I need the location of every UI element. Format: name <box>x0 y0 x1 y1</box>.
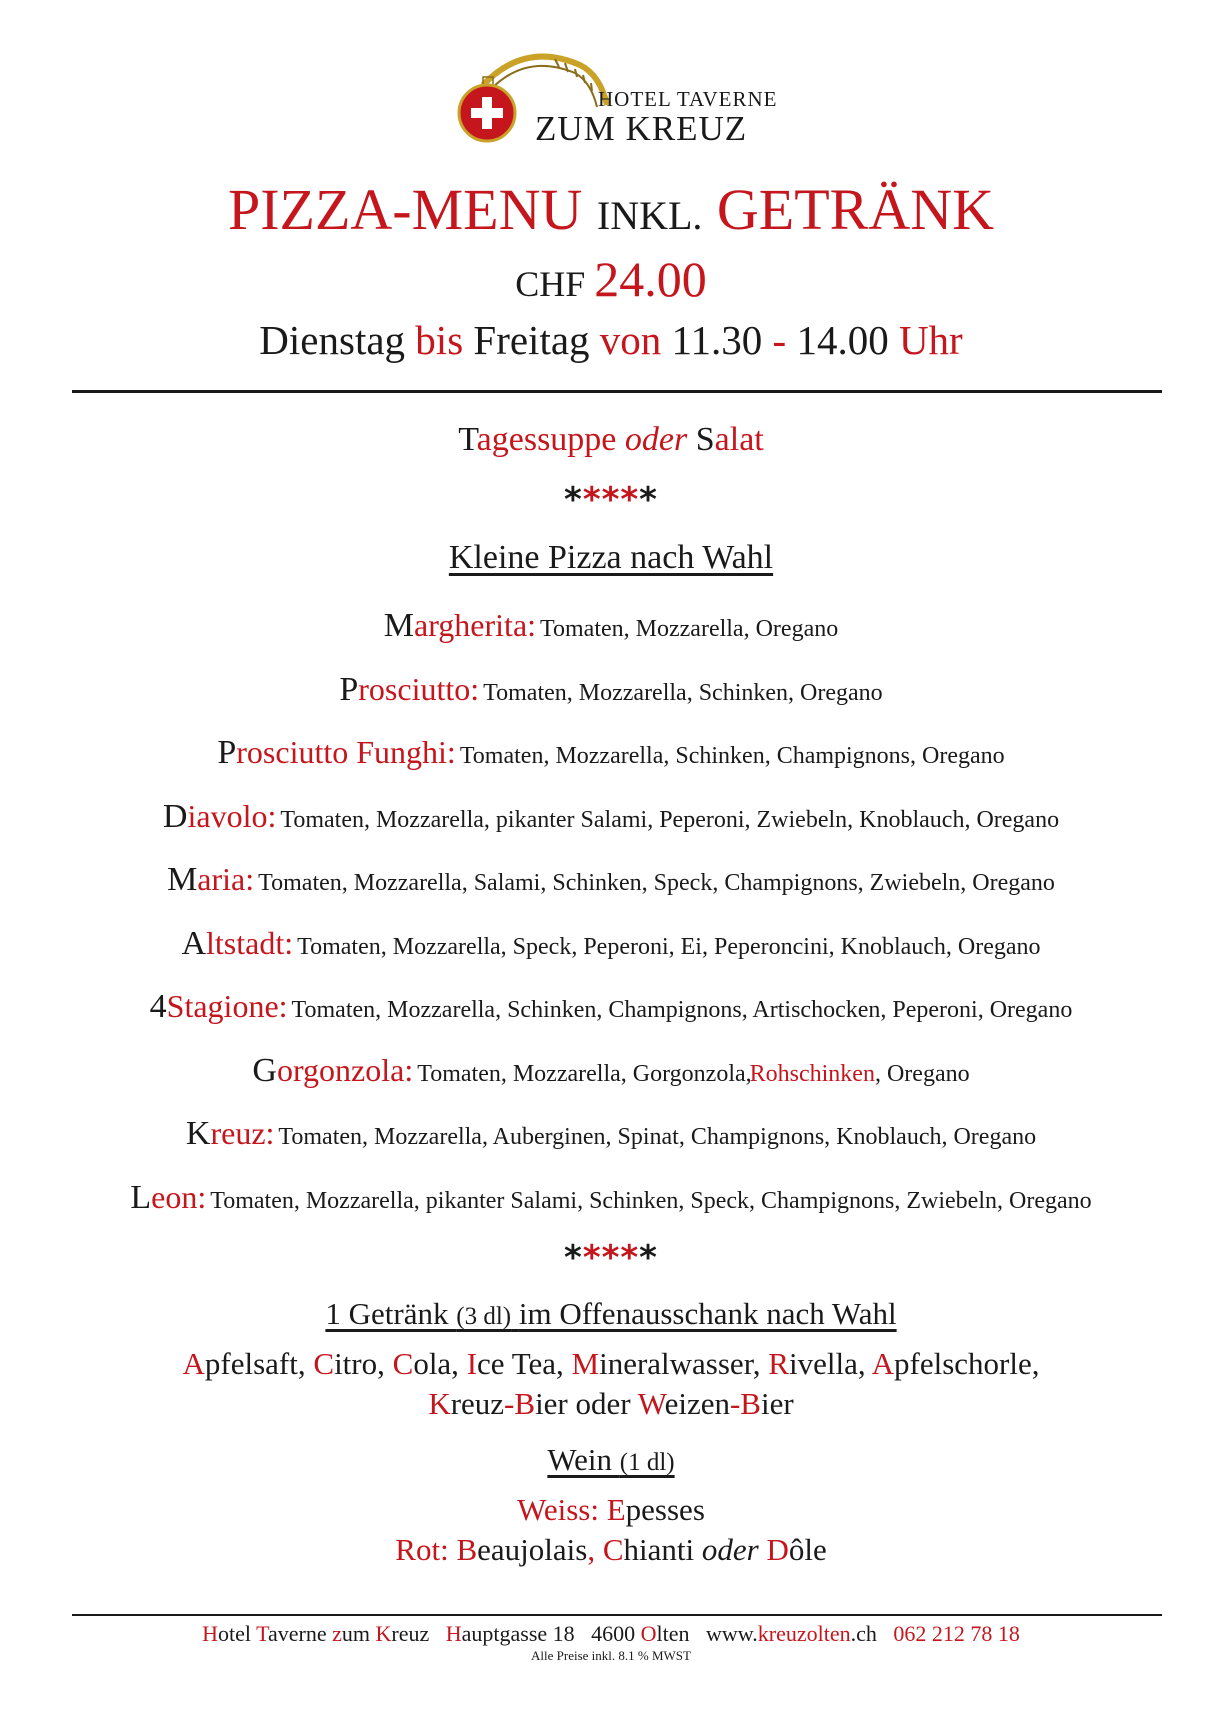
drink-initial: C <box>392 1346 414 1381</box>
pizza-initial: L <box>130 1179 152 1216</box>
price-currency: CHF <box>515 264 586 304</box>
star: * <box>582 480 602 520</box>
starter-line <box>0 418 1222 462</box>
pizza-ingredients: Tomaten, Mozzarella, Salami, Schinken, Speck, Champignons, Zwiebeln, Oregano <box>258 870 1055 896</box>
drink-section-heading <box>0 1294 1222 1337</box>
page-title <box>0 177 1222 249</box>
pizza-name: aria: <box>197 861 255 897</box>
pizza-initial: G <box>252 1052 277 1089</box>
drink-name: ier <box>760 1386 794 1421</box>
opening-days <box>0 315 1222 365</box>
time-end: 14.00 <box>796 317 889 363</box>
footer-initial: z <box>332 1621 342 1646</box>
pizza-name: rosciutto Funghi: <box>236 734 456 770</box>
wine-section-heading <box>0 1440 1222 1483</box>
drink-initial: I <box>466 1346 478 1381</box>
wine-name: hianti <box>623 1532 695 1567</box>
footer-text: lten www. <box>656 1621 758 1646</box>
wine-heading-size: (1 dl) <box>619 1449 675 1476</box>
pizza-initial: P <box>339 671 359 708</box>
pizza-name: argherita: <box>414 607 537 643</box>
pizza-ingredients: Tomaten, Mozzarella, Schinken, Champignons, Oregano <box>459 743 1005 769</box>
drink-item <box>313 1346 385 1381</box>
wine-white-label: Weiss: <box>517 1492 599 1527</box>
divider-top <box>72 390 1162 393</box>
footer-initial: H <box>202 1621 218 1646</box>
footer-address <box>0 1620 1222 1648</box>
pizza-item <box>0 798 1222 836</box>
wine-heading-main: Wein <box>547 1442 613 1477</box>
pizza-item <box>0 734 1222 772</box>
pizza-ingredients: Tomaten, Mozzarella, Auberginen, Spinat, Champignons, Knoblauch, Oregano <box>278 1124 1037 1150</box>
drink-item <box>768 1346 865 1381</box>
footer-website-link[interactable]: kreuzolten <box>757 1621 851 1646</box>
drink-name: reuz <box>450 1386 505 1421</box>
drink-name: ier oder <box>535 1386 631 1421</box>
pizza-name: iavolo: <box>187 798 277 834</box>
pizza-name: Stagione: <box>166 988 288 1024</box>
time-dash: - <box>772 317 787 363</box>
title-part1: PIZZA-MENU <box>227 177 583 242</box>
time-start: 11.30 <box>671 317 763 363</box>
pizza-name: ltstadt: <box>206 925 294 961</box>
drink-item <box>572 1346 761 1381</box>
pizza-ingredients: Tomaten, Mozzarella, pikanter Salami, Schinken, Speck, Champignons, Zwiebeln, Oregano <box>210 1188 1092 1214</box>
footer-initial: T <box>256 1621 268 1646</box>
divider-bottom <box>72 1614 1162 1616</box>
drink-initial: C <box>313 1346 335 1381</box>
starter-salad: alat <box>714 421 764 458</box>
wine-name: pesses <box>625 1492 705 1527</box>
drink-name: ce Tea, <box>477 1346 564 1381</box>
drink-name: eizen <box>664 1386 730 1421</box>
menu-price <box>0 251 1222 308</box>
starter-soup: agessuppe <box>476 421 617 458</box>
wine-initial: D <box>766 1532 789 1567</box>
day-start: Dienstag <box>259 317 406 363</box>
pizza-name: eon: <box>151 1179 207 1215</box>
pizza-item <box>0 1179 1222 1217</box>
drink-hyphen: - <box>504 1386 515 1421</box>
wine-red-line <box>0 1530 1222 1570</box>
pizza-item <box>0 925 1222 963</box>
time-uhr: Uhr <box>898 317 963 363</box>
drink-initial: A <box>182 1346 205 1381</box>
drink-initial: W <box>637 1386 665 1421</box>
pizza-name: orgonzola: <box>276 1052 414 1088</box>
drink-list-line1 <box>0 1344 1222 1384</box>
pizza-ingredient-highlight: Rohschinken <box>749 1061 875 1087</box>
logo-text-line2: ZUM KREUZ <box>535 109 748 148</box>
drink-name: pfelsaft, <box>204 1346 306 1381</box>
drink-item <box>872 1346 1040 1381</box>
drink-name: pfelschorle, <box>894 1346 1040 1381</box>
wine-white-line <box>0 1490 1222 1530</box>
drink-initial: R <box>768 1346 789 1381</box>
hotel-logo <box>455 45 795 157</box>
pizza-initial: K <box>185 1115 211 1152</box>
starter-oder: oder <box>624 421 688 458</box>
title-part3: GETRÄNK <box>716 177 995 242</box>
pizza-item <box>0 671 1222 709</box>
drink-list-line2 <box>0 1384 1222 1424</box>
drink-name: ola, <box>413 1346 459 1381</box>
price-amount: 24.00 <box>594 251 707 307</box>
pizza-ingredients: Tomaten, Mozzarella, Schinken, Champignons, Artischocken, Peperoni, Oregano <box>291 997 1073 1023</box>
star-separator <box>0 1238 1222 1278</box>
footer-initial: O <box>640 1621 657 1646</box>
pizza-initial: M <box>167 861 198 898</box>
pizza-initial: M <box>383 607 415 644</box>
pizza-name: rosciutto: <box>358 671 480 707</box>
pizza-initial: A <box>181 925 207 962</box>
drink-name: itro, <box>334 1346 385 1381</box>
wine-initial: C <box>602 1532 624 1567</box>
footer-text: averne <box>267 1621 333 1646</box>
pizza-ingredients: Tomaten, Mozzarella, pikanter Salami, Peperoni, Zwiebeln, Knoblauch, Oregano <box>280 807 1060 833</box>
pizza-initial: 4 <box>149 988 167 1025</box>
drink-heading-main: 1 Getränk <box>325 1296 449 1331</box>
drink-item <box>467 1346 564 1381</box>
pizza-ingredients-after: , Oregano <box>874 1061 970 1087</box>
drink-initial: M <box>571 1346 600 1381</box>
footer-text: .ch <box>850 1621 894 1646</box>
drink-name: ivella, <box>788 1346 866 1381</box>
drink-heading-size: (3 dl) <box>456 1303 512 1330</box>
pizza-ingredients: Tomaten, Mozzarella, Oregano <box>540 616 839 642</box>
title-part2: INKL. <box>596 193 703 238</box>
wine-initial: E <box>606 1492 626 1527</box>
wine-name: ôle <box>788 1532 827 1567</box>
drink-initial: K <box>428 1386 451 1421</box>
wine-name: eaujolais <box>477 1532 588 1567</box>
logo-text-line1: HOTEL TAVERNE <box>598 87 778 111</box>
footer-text: otel <box>217 1621 257 1646</box>
starter-initial: T <box>458 421 477 458</box>
drink-initial: B <box>740 1386 761 1421</box>
drink-item <box>183 1346 306 1381</box>
footer-text: auptgasse 18 4600 <box>461 1621 641 1646</box>
wine-red-label: Rot: <box>395 1532 449 1567</box>
star: * <box>564 1238 583 1278</box>
footer-initial: H <box>445 1621 462 1646</box>
drink-initial: A <box>871 1346 895 1381</box>
days-von: von <box>599 317 662 363</box>
pizza-item <box>0 607 1222 645</box>
pizza-section-heading: Kleine Pizza nach Wahl <box>448 539 774 576</box>
star: * <box>639 1238 658 1278</box>
drink-name: ineralwasser, <box>599 1346 761 1381</box>
pizza-item <box>0 988 1222 1026</box>
pizza-name: reuz: <box>210 1115 275 1151</box>
star: * <box>582 1238 602 1278</box>
drink-item <box>393 1346 459 1381</box>
star: * <box>601 1238 621 1278</box>
footer-text: reuz <box>391 1621 446 1646</box>
footer-phone: 062 212 78 18 <box>893 1621 1020 1646</box>
star-separator <box>0 480 1222 520</box>
wine-initial: B <box>456 1532 478 1567</box>
starter-initial: S <box>695 421 715 458</box>
star: * <box>564 480 583 520</box>
wine-comma: , <box>587 1532 596 1567</box>
pizza-item <box>0 861 1222 899</box>
pizza-initial: D <box>162 798 188 835</box>
pizza-ingredients: Tomaten, Mozzarella, Gorgonzola, <box>417 1061 752 1087</box>
drink-hyphen: - <box>729 1386 741 1421</box>
star: * <box>639 480 658 520</box>
day-end: Freitag <box>473 317 590 363</box>
pizza-item <box>0 1052 1222 1090</box>
drink-initial: B <box>514 1386 536 1421</box>
drink-heading-rest: im Offenausschank nach Wahl <box>518 1296 897 1331</box>
footer-vat-note: Alle Preise inkl. 8.1 % MWST <box>531 1648 691 1663</box>
wine-oder: oder <box>701 1532 759 1567</box>
footer-text: um <box>341 1621 376 1646</box>
days-bis: bis <box>415 317 464 363</box>
pizza-ingredients: Tomaten, Mozzarella, Schinken, Oregano <box>483 680 883 706</box>
footer-initial: K <box>375 1621 392 1646</box>
star: * <box>620 1238 640 1278</box>
star: * <box>601 480 621 520</box>
pizza-initial: P <box>217 734 237 771</box>
star: * <box>620 480 640 520</box>
pizza-item <box>0 1115 1222 1153</box>
pizza-ingredients: Tomaten, Mozzarella, Speck, Peperoni, Ei, Peperoncini, Knoblauch, Oregano <box>297 934 1041 960</box>
